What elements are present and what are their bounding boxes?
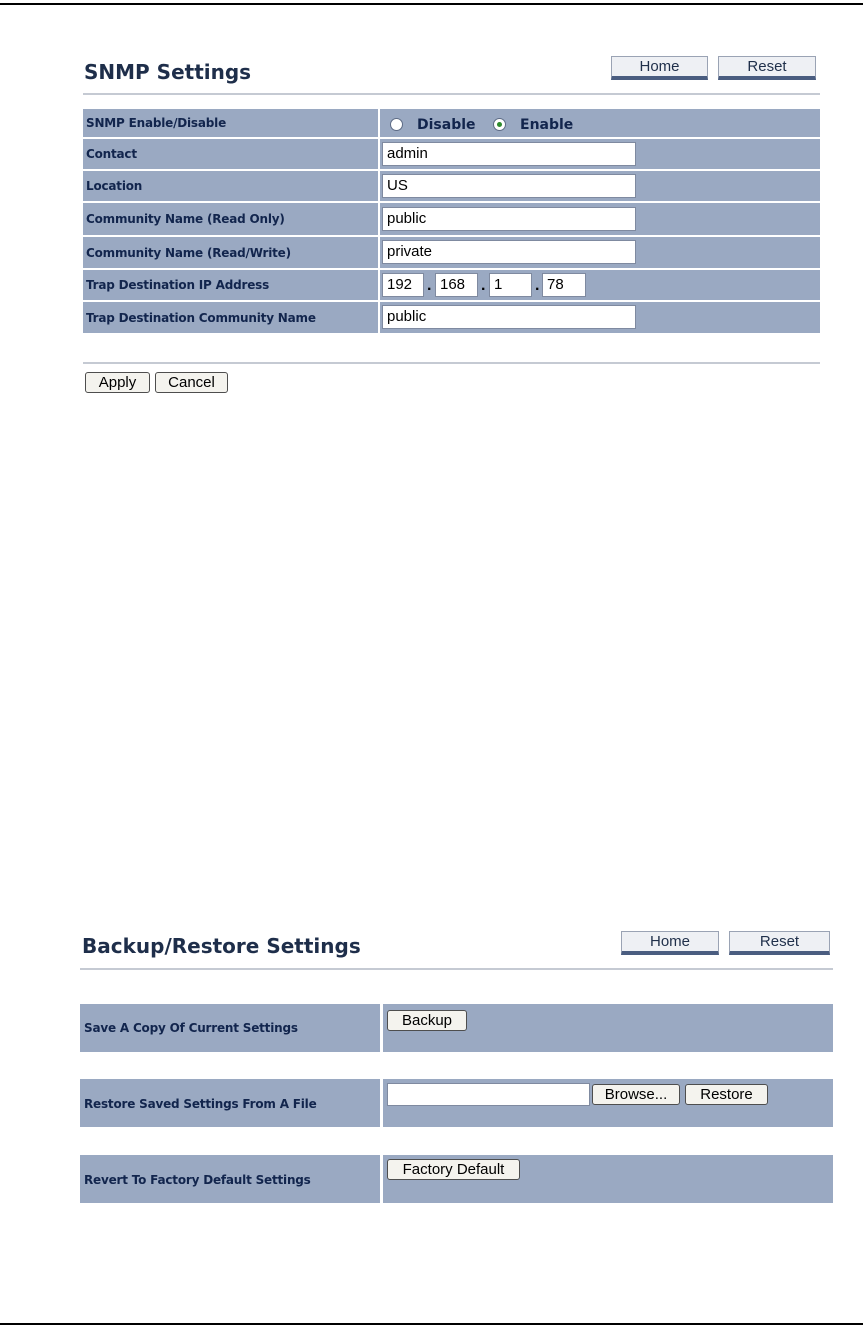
community-rw-input[interactable]: private — [382, 240, 636, 264]
location-row — [83, 171, 820, 201]
backup-reset-button[interactable]: Reset — [729, 931, 830, 955]
backup-title-separator — [80, 968, 833, 970]
column-divider — [378, 109, 380, 137]
enable-label: Enable — [520, 117, 574, 133]
restore-label: Restore Saved Settings From A File — [84, 1097, 317, 1111]
contact-row — [83, 139, 820, 169]
community-rw-label: Community Name (Read/Write) — [86, 246, 291, 260]
cancel-button[interactable]: Cancel — [155, 372, 228, 393]
community-ro-row — [83, 203, 820, 235]
factory-row — [80, 1155, 833, 1203]
factory-label: Revert To Factory Default Settings — [84, 1173, 311, 1187]
contact-label: Contact — [86, 147, 137, 161]
trap-community-input[interactable]: public — [382, 305, 636, 329]
column-divider — [378, 171, 380, 201]
bottom-border — [0, 1323, 863, 1325]
community-rw-row — [83, 237, 820, 268]
restore-row — [80, 1079, 833, 1127]
column-divider — [380, 1004, 383, 1052]
snmp-reset-button[interactable]: Reset — [718, 56, 816, 80]
disable-label: Disable — [417, 117, 476, 133]
factory-default-button[interactable]: Factory Default — [387, 1159, 520, 1180]
ip-separator: . — [481, 277, 486, 294]
contact-input[interactable]: admin — [382, 142, 636, 166]
column-divider — [378, 270, 380, 300]
location-input[interactable]: US — [382, 174, 636, 198]
enable-radio[interactable] — [493, 118, 506, 131]
snmp-enable-label: SNMP Enable/Disable — [86, 116, 227, 130]
trap-ip-octet-1[interactable]: 192 — [382, 273, 424, 297]
snmp-title-separator — [83, 93, 820, 95]
ip-separator: . — [535, 277, 540, 294]
browse-button[interactable]: Browse... — [592, 1084, 680, 1105]
trap-community-label: Trap Destination Community Name — [86, 311, 316, 325]
snmp-home-button[interactable]: Home — [611, 56, 708, 80]
top-border — [0, 3, 863, 5]
trap-community-row — [83, 302, 820, 333]
trap-ip-octet-3[interactable]: 1 — [489, 273, 532, 297]
restore-button[interactable]: Restore — [685, 1084, 768, 1105]
community-ro-input[interactable]: public — [382, 207, 636, 231]
trap-ip-octet-4[interactable]: 78 — [542, 273, 586, 297]
backup-row — [80, 1004, 833, 1052]
restore-file-input[interactable] — [387, 1083, 590, 1106]
apply-button[interactable]: Apply — [85, 372, 150, 393]
backup-title: Backup/Restore Settings — [82, 934, 361, 958]
backup-home-button[interactable]: Home — [621, 931, 719, 955]
backup-label: Save A Copy Of Current Settings — [84, 1021, 298, 1035]
snmp-title: SNMP Settings — [84, 60, 252, 84]
snmp-bottom-separator — [83, 362, 820, 364]
ip-separator: . — [427, 277, 432, 294]
backup-button[interactable]: Backup — [387, 1010, 467, 1031]
trap-ip-row — [83, 270, 820, 300]
column-divider — [378, 302, 380, 333]
trap-ip-label: Trap Destination IP Address — [86, 278, 270, 292]
column-divider — [380, 1155, 383, 1203]
disable-radio[interactable] — [390, 118, 403, 131]
community-ro-label: Community Name (Read Only) — [86, 212, 285, 226]
column-divider — [378, 237, 380, 268]
column-divider — [378, 139, 380, 169]
column-divider — [378, 203, 380, 235]
snmp-enable-row — [83, 109, 820, 137]
location-label: Location — [86, 179, 143, 193]
column-divider — [380, 1079, 383, 1127]
trap-ip-octet-2[interactable]: 168 — [435, 273, 478, 297]
